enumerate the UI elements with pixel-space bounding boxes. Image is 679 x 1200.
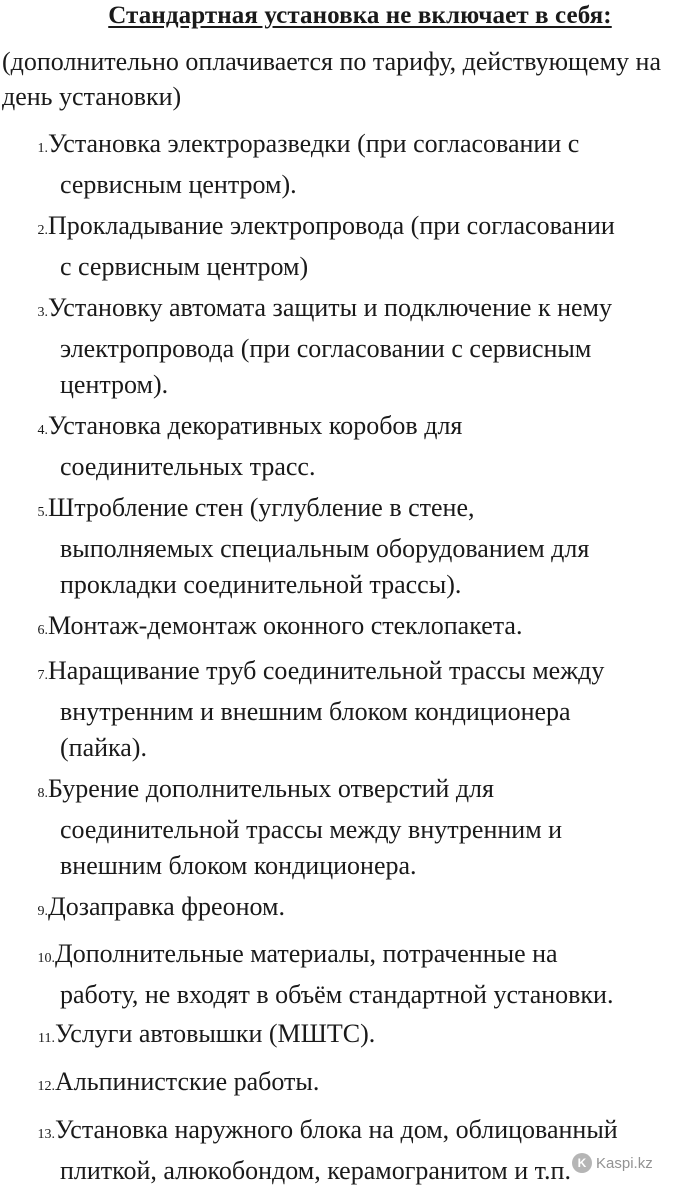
item-text: Установка наружного блока на дом, облицованный [55, 1115, 618, 1144]
item-text: Штробление стен (углубление в стене, [48, 493, 475, 522]
item-text: Дозаправка фреоном. [48, 892, 285, 921]
list-item [0, 1064, 319, 1105]
item-text: электропровода (при согласовании с сервисным [60, 334, 592, 363]
item-text: соединительных трасс. [60, 452, 316, 481]
item-number: 10. [37, 951, 55, 966]
item-number: 2. [37, 223, 48, 238]
item-number: 3. [37, 305, 48, 320]
item-text: внешним блоком кондиционера. [60, 851, 417, 880]
item-text: Установка декоративных коробов для [48, 411, 463, 440]
list-item [0, 490, 589, 603]
item-text: прокладки соединительной трассы). [60, 570, 462, 599]
list-item [0, 653, 604, 766]
item-number: 11. [38, 1031, 55, 1046]
list-item [0, 126, 579, 203]
watermark-text: Kaspi.kz [596, 1154, 653, 1172]
item-text: работу, не входят в объём стандартной установки. [60, 980, 614, 1009]
item-number: 9. [37, 904, 48, 919]
list-item [0, 936, 613, 1013]
list-item [0, 208, 615, 285]
page-title: Стандартная установка не включает в себя: [108, 2, 612, 29]
item-number: 7. [37, 668, 48, 683]
item-text: Бурение дополнительных отверстий для [48, 774, 494, 803]
item-text: Монтаж-демонтаж оконного стеклопакета. [48, 611, 523, 640]
item-text: соединительной трассы между внутренним и [60, 815, 563, 844]
item-text: Наращивание труб соединительной трассы между [48, 656, 605, 685]
item-text: Альпинистские работы. [55, 1067, 320, 1096]
item-number: 8. [37, 786, 48, 801]
item-text: Установку автомата защиты и подключение к нему [48, 293, 613, 322]
item-text: выполняемых специальным оборудованием для [60, 534, 590, 563]
list-item [0, 608, 522, 649]
list-item [0, 889, 285, 930]
kaspi-watermark [572, 1153, 653, 1173]
item-text: внутренним и внешним блоком кондиционера [60, 697, 571, 726]
item-text: с сервисным центром) [60, 252, 309, 281]
item-number: 5. [37, 505, 48, 520]
item-text: Прокладывание электропровода (при согласовании [48, 211, 615, 240]
item-text: Дополнительные материалы, потраченные на [55, 939, 558, 968]
item-text: центром). [60, 370, 169, 399]
item-text: Услуги автовышки (МШТС). [55, 1019, 376, 1048]
item-number: 13. [37, 1127, 55, 1142]
list-item [0, 290, 612, 403]
item-number: 4. [37, 423, 48, 438]
item-text: сервисным центром). [60, 170, 297, 199]
list-item [0, 771, 562, 884]
item-number: 12. [37, 1079, 55, 1094]
kaspi-logo-icon: K [572, 1153, 592, 1173]
item-text: Установка электроразведки (при согласовании с [48, 129, 580, 158]
list-item [0, 1016, 375, 1057]
item-text: плиткой, алюкобондом, керамогранитом и т.п. [60, 1156, 571, 1185]
list-item [0, 408, 462, 485]
list-item [0, 1112, 618, 1189]
item-number: 1. [37, 141, 48, 156]
item-number: 6. [37, 623, 48, 638]
item-text: (пайка). [60, 733, 147, 762]
payment-note: (дополнительно оплачивается по тарифу, действующему на день установки) [2, 47, 661, 111]
